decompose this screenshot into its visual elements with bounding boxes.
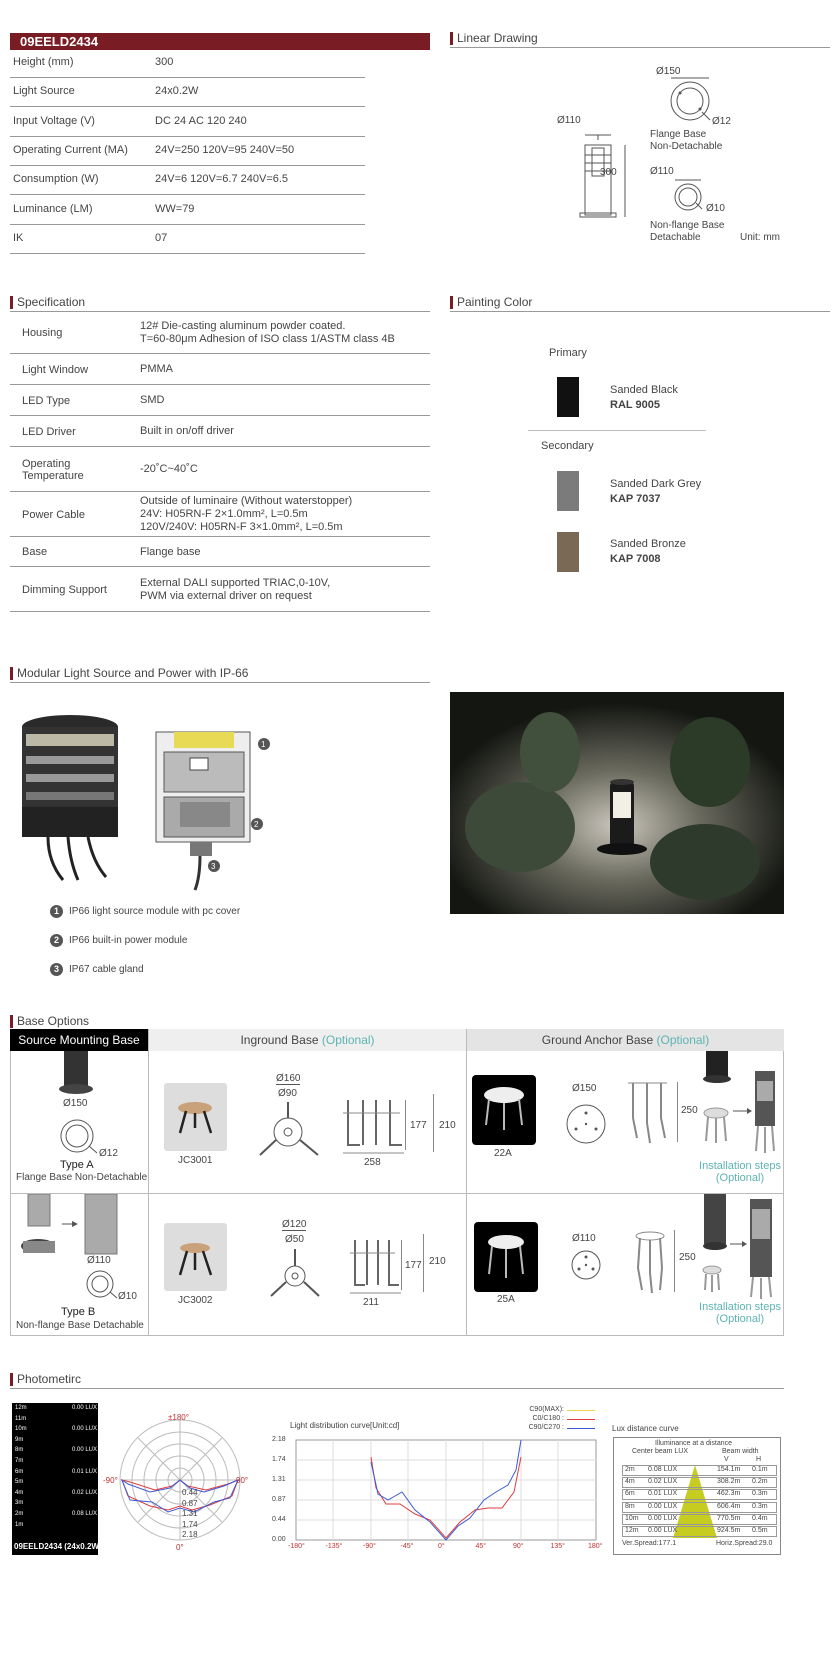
- module-item-1: IP66 light source module with pc cover: [69, 906, 241, 917]
- lux-head-h: H: [756, 1456, 762, 1463]
- distribution-chart: [270, 1430, 610, 1555]
- param-row: [10, 194, 365, 225]
- jc3001-dim-line-210: [433, 1094, 434, 1152]
- x-tick: -180°: [288, 1543, 305, 1550]
- divider: [528, 430, 706, 431]
- param-value: 24V=250 120V=95 240V=50: [155, 143, 295, 156]
- lux-vspread: Ver.Spread:177.1: [622, 1540, 677, 1547]
- anchor-22a-dim-line: [677, 1082, 678, 1142]
- anchor-25a-side-view: [630, 1228, 675, 1298]
- jc3002-side-view: [345, 1235, 405, 1300]
- spec-row: [10, 312, 430, 354]
- distance-label: 11m: [15, 1415, 27, 1422]
- y-tick: 1.74: [272, 1456, 286, 1463]
- spec-value-line: 24V: H05RN-F 2×1.0mm², L=0.5m: [140, 508, 308, 520]
- light-module-image: [18, 712, 128, 882]
- swatch-dark-grey: [557, 471, 579, 511]
- color-code-bronze: KAP 7008: [610, 553, 661, 565]
- anchor-25a-image: [474, 1222, 538, 1292]
- jc3001-side-view: [338, 1095, 413, 1160]
- lux-center: 0.00 LUX: [648, 1514, 678, 1522]
- anchor-25a-h250: 250: [679, 1252, 696, 1263]
- type-a-d150: Ø150: [63, 1098, 88, 1109]
- type-b-desc: Non-flange Base Detachable: [16, 1320, 144, 1331]
- spec-label: Light Window: [22, 363, 89, 376]
- jc3002-d50: Ø50: [285, 1234, 304, 1245]
- lux-center: 0.02 LUX: [648, 1478, 678, 1486]
- anchor-22a-h250: 250: [681, 1105, 698, 1116]
- color-name-bronze: Sanded Bronze: [610, 538, 686, 550]
- svg-text:1: 1: [261, 740, 266, 749]
- spec-value: [140, 546, 430, 559]
- polar-ring-1: 0.44: [182, 1488, 198, 1497]
- jc3001-image: [164, 1083, 227, 1151]
- jc3002-code: JC3002: [178, 1295, 213, 1306]
- jc3002-h210: 210: [429, 1256, 446, 1267]
- lux-v: 770.5m: [717, 1514, 741, 1522]
- distance-label: 12m: [15, 1405, 27, 1411]
- dim-d10: Ø10: [706, 203, 725, 214]
- distance-label: 5m: [15, 1479, 24, 1486]
- lux-hspread: Horiz.Spread:29.0: [716, 1540, 773, 1547]
- distance-label: 1m: [15, 1521, 24, 1528]
- base-options-title: Base Options: [10, 1013, 784, 1031]
- distance-label: 7m: [15, 1458, 24, 1464]
- x-tick: 90°: [513, 1543, 524, 1550]
- lux-value: 0.01 LUX: [72, 1468, 98, 1475]
- spec-value-line: SMD: [140, 394, 165, 406]
- spec-value: [140, 425, 430, 438]
- lux-center: 0.00 LUX: [648, 1502, 678, 1510]
- spec-value-line: Flange base: [140, 545, 201, 558]
- jc3002-top-view: [265, 1243, 325, 1303]
- module-cutaway-image: [150, 722, 280, 892]
- lux-v: 606.4m: [717, 1502, 741, 1510]
- spec-value-line: PWM via external driver on request: [140, 589, 312, 602]
- svg-text:2: 2: [254, 820, 259, 829]
- lux-value: 0.02 LUX: [72, 1489, 98, 1496]
- spec-value-line: External DALI supported TRIAC,0-10V,: [140, 576, 331, 589]
- lux-h: 0.5m: [752, 1527, 768, 1534]
- spec-value: [140, 363, 430, 376]
- spec-label: Power Cable: [22, 508, 85, 521]
- spec-value-line: 120V/240V: H05RN-F 3×1.0mm², L=0.5m: [140, 521, 343, 533]
- inground-optional: (Optional): [321, 1033, 375, 1047]
- x-tick: -135°: [325, 1543, 343, 1550]
- type-b-drawing: [20, 1194, 145, 1304]
- specification-title: Specification: [10, 294, 430, 312]
- lux-distance: 10m: [625, 1514, 639, 1522]
- jc3002-d120: Ø120: [282, 1219, 307, 1230]
- lux-center: 0.08 LUX: [648, 1466, 678, 1473]
- legend-line: [567, 1410, 595, 1411]
- distance-label: 3m: [15, 1500, 24, 1507]
- lux-head-v: V: [724, 1456, 729, 1463]
- x-tick: 45°: [475, 1543, 487, 1550]
- dim-d110-b: Ø110: [650, 166, 674, 177]
- polar-rings: [182, 1488, 198, 1541]
- color-code-grey: KAP 7037: [610, 493, 661, 505]
- spec-value-line: -20˚C~40˚C: [140, 463, 198, 475]
- spec-value: [140, 463, 430, 476]
- nonflange-label-2: Detachable: [650, 232, 701, 243]
- x-tick: 135°: [550, 1543, 565, 1550]
- callout-2-icon: 2: [50, 934, 63, 947]
- photometric-title: Photometirc: [10, 1371, 784, 1389]
- distance-label: 2m: [15, 1511, 24, 1517]
- type-b-d10: Ø10: [118, 1291, 137, 1302]
- spec-value: [140, 495, 430, 534]
- anchor-25a-d110: Ø110: [572, 1233, 596, 1244]
- polar-ring-3: 1.31: [182, 1509, 198, 1518]
- lux-value: 0.00 LUX: [72, 1426, 98, 1433]
- lux-v: 154.1m: [717, 1466, 741, 1473]
- header-ground-anchor: [466, 1029, 784, 1051]
- light-panel-label: 09EELD2434 (24x0.2W): [14, 1542, 102, 1551]
- lux-head-3: Beam width: [722, 1448, 759, 1455]
- anchor-25a-code: 25A: [497, 1294, 515, 1305]
- type-a-desc: Flange Base Non-Detachable: [16, 1172, 148, 1183]
- jc3001-h177: 177: [410, 1120, 427, 1131]
- callout-1-icon: 1: [50, 905, 63, 918]
- spec-row: [10, 354, 430, 385]
- anchor-label: Ground Anchor Base: [541, 1033, 654, 1047]
- anchor-22a-side-view: [625, 1078, 675, 1148]
- spec-label: Operating Temperature: [22, 457, 84, 482]
- param-label: Height (mm): [13, 56, 74, 68]
- spec-value-line: Outside of luminaire (Without waterstopper): [140, 495, 353, 507]
- jc3001-w258: 258: [364, 1157, 381, 1168]
- flange-label-1: Flange Base: [650, 129, 707, 140]
- spec-row: [10, 447, 430, 492]
- header-source-mounting: Source Mounting Base: [10, 1029, 148, 1051]
- lux-value: 0.08 LUX: [72, 1511, 98, 1517]
- polar-top-label: ±180°: [168, 1413, 189, 1422]
- spec-label: Dimming Support: [22, 583, 107, 596]
- legend-label: C90/C270 :: [528, 1424, 564, 1431]
- lux-v: 924.5m: [717, 1527, 741, 1534]
- jc3001-code: JC3001: [178, 1155, 213, 1166]
- polar-left-label: -90°: [103, 1476, 118, 1485]
- jc3001-d160: Ø160: [276, 1073, 301, 1084]
- param-row: [10, 76, 365, 107]
- anchor-22a-top-view: [565, 1103, 609, 1147]
- lux-value: 0.00 LUX: [72, 1405, 98, 1411]
- lux-title: Lux distance curve: [612, 1424, 679, 1433]
- lux-distance: 2m: [625, 1466, 635, 1473]
- param-value: 300: [155, 56, 174, 68]
- param-value: DC 24 AC 120 240: [155, 114, 247, 127]
- y-tick: 0.87: [272, 1496, 286, 1503]
- anchor-22a-d150: Ø150: [572, 1083, 597, 1094]
- lux-h: 0.2m: [752, 1478, 768, 1486]
- jc3002-dim-line-177: [401, 1240, 402, 1290]
- nonflange-label-1: Non-flange Base: [650, 220, 725, 231]
- spec-row: [10, 385, 430, 416]
- jc3001-top-view: [255, 1097, 325, 1163]
- distance-label: 6m: [15, 1468, 24, 1475]
- param-label: Operating Current (MA): [13, 143, 128, 156]
- y-tick: 0.00: [272, 1536, 286, 1543]
- param-row: [10, 223, 365, 254]
- spec-row: [10, 567, 430, 612]
- y-tick: 0.44: [272, 1516, 286, 1523]
- param-value: 24V=6 120V=6.7 240V=6.5: [155, 173, 289, 186]
- anchor-25a-install-steps: [700, 1194, 784, 1304]
- x-tick: 0°: [438, 1543, 445, 1550]
- jc3002-h177: 177: [405, 1260, 422, 1271]
- x-tick: -90°: [363, 1543, 376, 1550]
- lux-head-2: Center beam LUX: [632, 1448, 689, 1455]
- spec-label: Housing: [22, 327, 63, 339]
- spec-value-line: Built in on/off driver: [140, 425, 234, 437]
- polar-ring-5: 2.18: [182, 1530, 198, 1539]
- spec-value-line: PMMA: [140, 363, 173, 375]
- polar-ring-4: 1.74: [182, 1519, 198, 1529]
- anchor-25a-top-view: [570, 1249, 604, 1283]
- param-value: 07: [155, 231, 168, 244]
- lux-v: 308.2m: [717, 1478, 741, 1486]
- type-a-d12: Ø12: [99, 1148, 118, 1159]
- legend-label: C0/C180 :: [532, 1415, 564, 1422]
- lux-v: 462.3m: [717, 1490, 741, 1498]
- module-item-3: IP67 cable gland: [69, 964, 144, 975]
- lux-center: 0.00 LUX: [648, 1527, 678, 1534]
- param-row: [10, 135, 365, 166]
- lux-h: 0.3m: [752, 1490, 768, 1498]
- lux-head-1: Illuminance at a distance: [655, 1440, 733, 1447]
- anchor-25a-dim-line: [674, 1230, 675, 1292]
- lux-h: 0.1m: [752, 1466, 768, 1473]
- polar-bottom-label: 0°: [176, 1543, 184, 1552]
- color-code-black: RAL 9005: [610, 399, 660, 411]
- secondary-label: Secondary: [541, 440, 594, 452]
- param-value: WW=79: [155, 202, 195, 215]
- unit-label: Unit: mm: [740, 232, 780, 243]
- legend-line: [567, 1419, 595, 1420]
- spec-row: [10, 537, 430, 567]
- spec-value-line: T=60-80μm Adhesion of ISO class 1/ASTM class 4B: [140, 333, 395, 345]
- svg-text:3: 3: [211, 862, 216, 871]
- param-label: Input Voltage (V): [13, 114, 95, 127]
- spec-value-line: 12# Die-casting aluminum powder coated.: [140, 320, 346, 332]
- primary-label: Primary: [549, 347, 587, 359]
- anchor-optional: (Optional): [656, 1033, 710, 1047]
- swatch-bronze: [557, 532, 579, 572]
- lux-distance: 6m: [625, 1490, 635, 1498]
- distance-label: 8m: [15, 1447, 24, 1454]
- garden-photo: [450, 692, 784, 914]
- x-tick: 180°: [588, 1543, 603, 1550]
- anchor-25a-steps-1: Installation steps: [699, 1301, 781, 1313]
- param-row: [10, 47, 365, 78]
- param-value: 24x0.2W: [155, 85, 199, 98]
- module-item-2: IP66 built-in power module: [69, 935, 188, 946]
- spec-row: [10, 416, 430, 447]
- spec-value: [140, 394, 430, 407]
- param-label: IK: [13, 231, 24, 244]
- anchor-25a-steps-2: (Optional): [715, 1313, 765, 1325]
- dim-d12: Ø12: [712, 116, 731, 127]
- spec-label: Base: [22, 546, 48, 558]
- color-name-black: Sanded Black: [610, 384, 678, 396]
- polar-right-label: 90°: [236, 1476, 249, 1485]
- type-a-name: Type A: [60, 1159, 94, 1171]
- anchor-22a-image: [472, 1075, 536, 1145]
- swatch-black: [557, 377, 579, 417]
- distance-label: 10m: [15, 1426, 27, 1433]
- jc3001-h210: 210: [439, 1120, 456, 1131]
- lux-distance: 12m: [625, 1527, 639, 1534]
- header-inground: [148, 1029, 466, 1051]
- y-tick: 1.31: [272, 1476, 286, 1483]
- jc3002-w211: 211: [363, 1297, 379, 1308]
- jc3002-dim-line-210: [423, 1234, 424, 1292]
- anchor-22a-steps: [697, 1160, 783, 1184]
- spec-label: LED Type: [22, 394, 71, 407]
- type-b-name: Type B: [61, 1306, 96, 1318]
- flange-label-2: Non-Detachable: [650, 141, 723, 152]
- curve-title: Light distribution curve[Unit:cd]: [290, 1421, 400, 1430]
- jc3002-image: [164, 1223, 227, 1291]
- anchor-22a-steps-2: (Optional): [715, 1172, 765, 1184]
- jc3001-d90: Ø90: [278, 1088, 297, 1099]
- linear-drawing-title: Linear Drawing: [450, 30, 830, 48]
- distance-label: 4m: [15, 1489, 24, 1496]
- jc3001-dim-line-177: [405, 1100, 406, 1150]
- anchor-22a-code: 22A: [494, 1148, 512, 1159]
- dim-d110: Ø110: [557, 115, 581, 126]
- lux-value: 0.00 LUX: [72, 1447, 98, 1454]
- lux-h: 0.4m: [752, 1514, 768, 1522]
- param-label: Consumption (W): [13, 173, 99, 186]
- anchor-25a-steps: [697, 1301, 783, 1325]
- lux-distance: 8m: [625, 1502, 635, 1510]
- modular-title: Modular Light Source and Power with IP-66: [10, 665, 430, 683]
- y-tick: 2.18: [272, 1436, 286, 1443]
- anchor-22a-steps-1: Installation steps: [699, 1160, 781, 1172]
- lux-h: 0.3m: [752, 1502, 768, 1510]
- param-label: Light Source: [13, 85, 75, 98]
- anchor-22a-install-steps: [700, 1051, 784, 1161]
- spec-value: [140, 577, 430, 603]
- legend-line: [567, 1428, 595, 1429]
- spec-row: [10, 492, 430, 537]
- painting-color-title: Painting Color: [450, 294, 830, 312]
- type-b-d110: Ø110: [87, 1255, 111, 1266]
- inground-label: Inground Base: [240, 1033, 319, 1047]
- param-row: [10, 106, 365, 137]
- x-tick: -45°: [400, 1543, 414, 1550]
- param-label: Luminance (LM): [13, 202, 93, 215]
- param-row: [10, 164, 365, 195]
- dim-d150: Ø150: [656, 66, 681, 77]
- callout-3-icon: 3: [50, 963, 63, 976]
- dim-h300: 300: [600, 167, 617, 178]
- model-title: 09EELD2434: [10, 33, 430, 50]
- lux-center: 0.01 LUX: [648, 1490, 678, 1498]
- polar-ring-2: 0.87: [182, 1498, 198, 1508]
- lux-distance: 4m: [625, 1478, 635, 1486]
- legend-label: C90(MAX):: [529, 1406, 564, 1413]
- spec-value: [140, 320, 430, 346]
- spec-label: LED Driver: [22, 425, 76, 438]
- distance-label: 9m: [15, 1436, 24, 1443]
- color-name-grey: Sanded Dark Grey: [610, 478, 702, 490]
